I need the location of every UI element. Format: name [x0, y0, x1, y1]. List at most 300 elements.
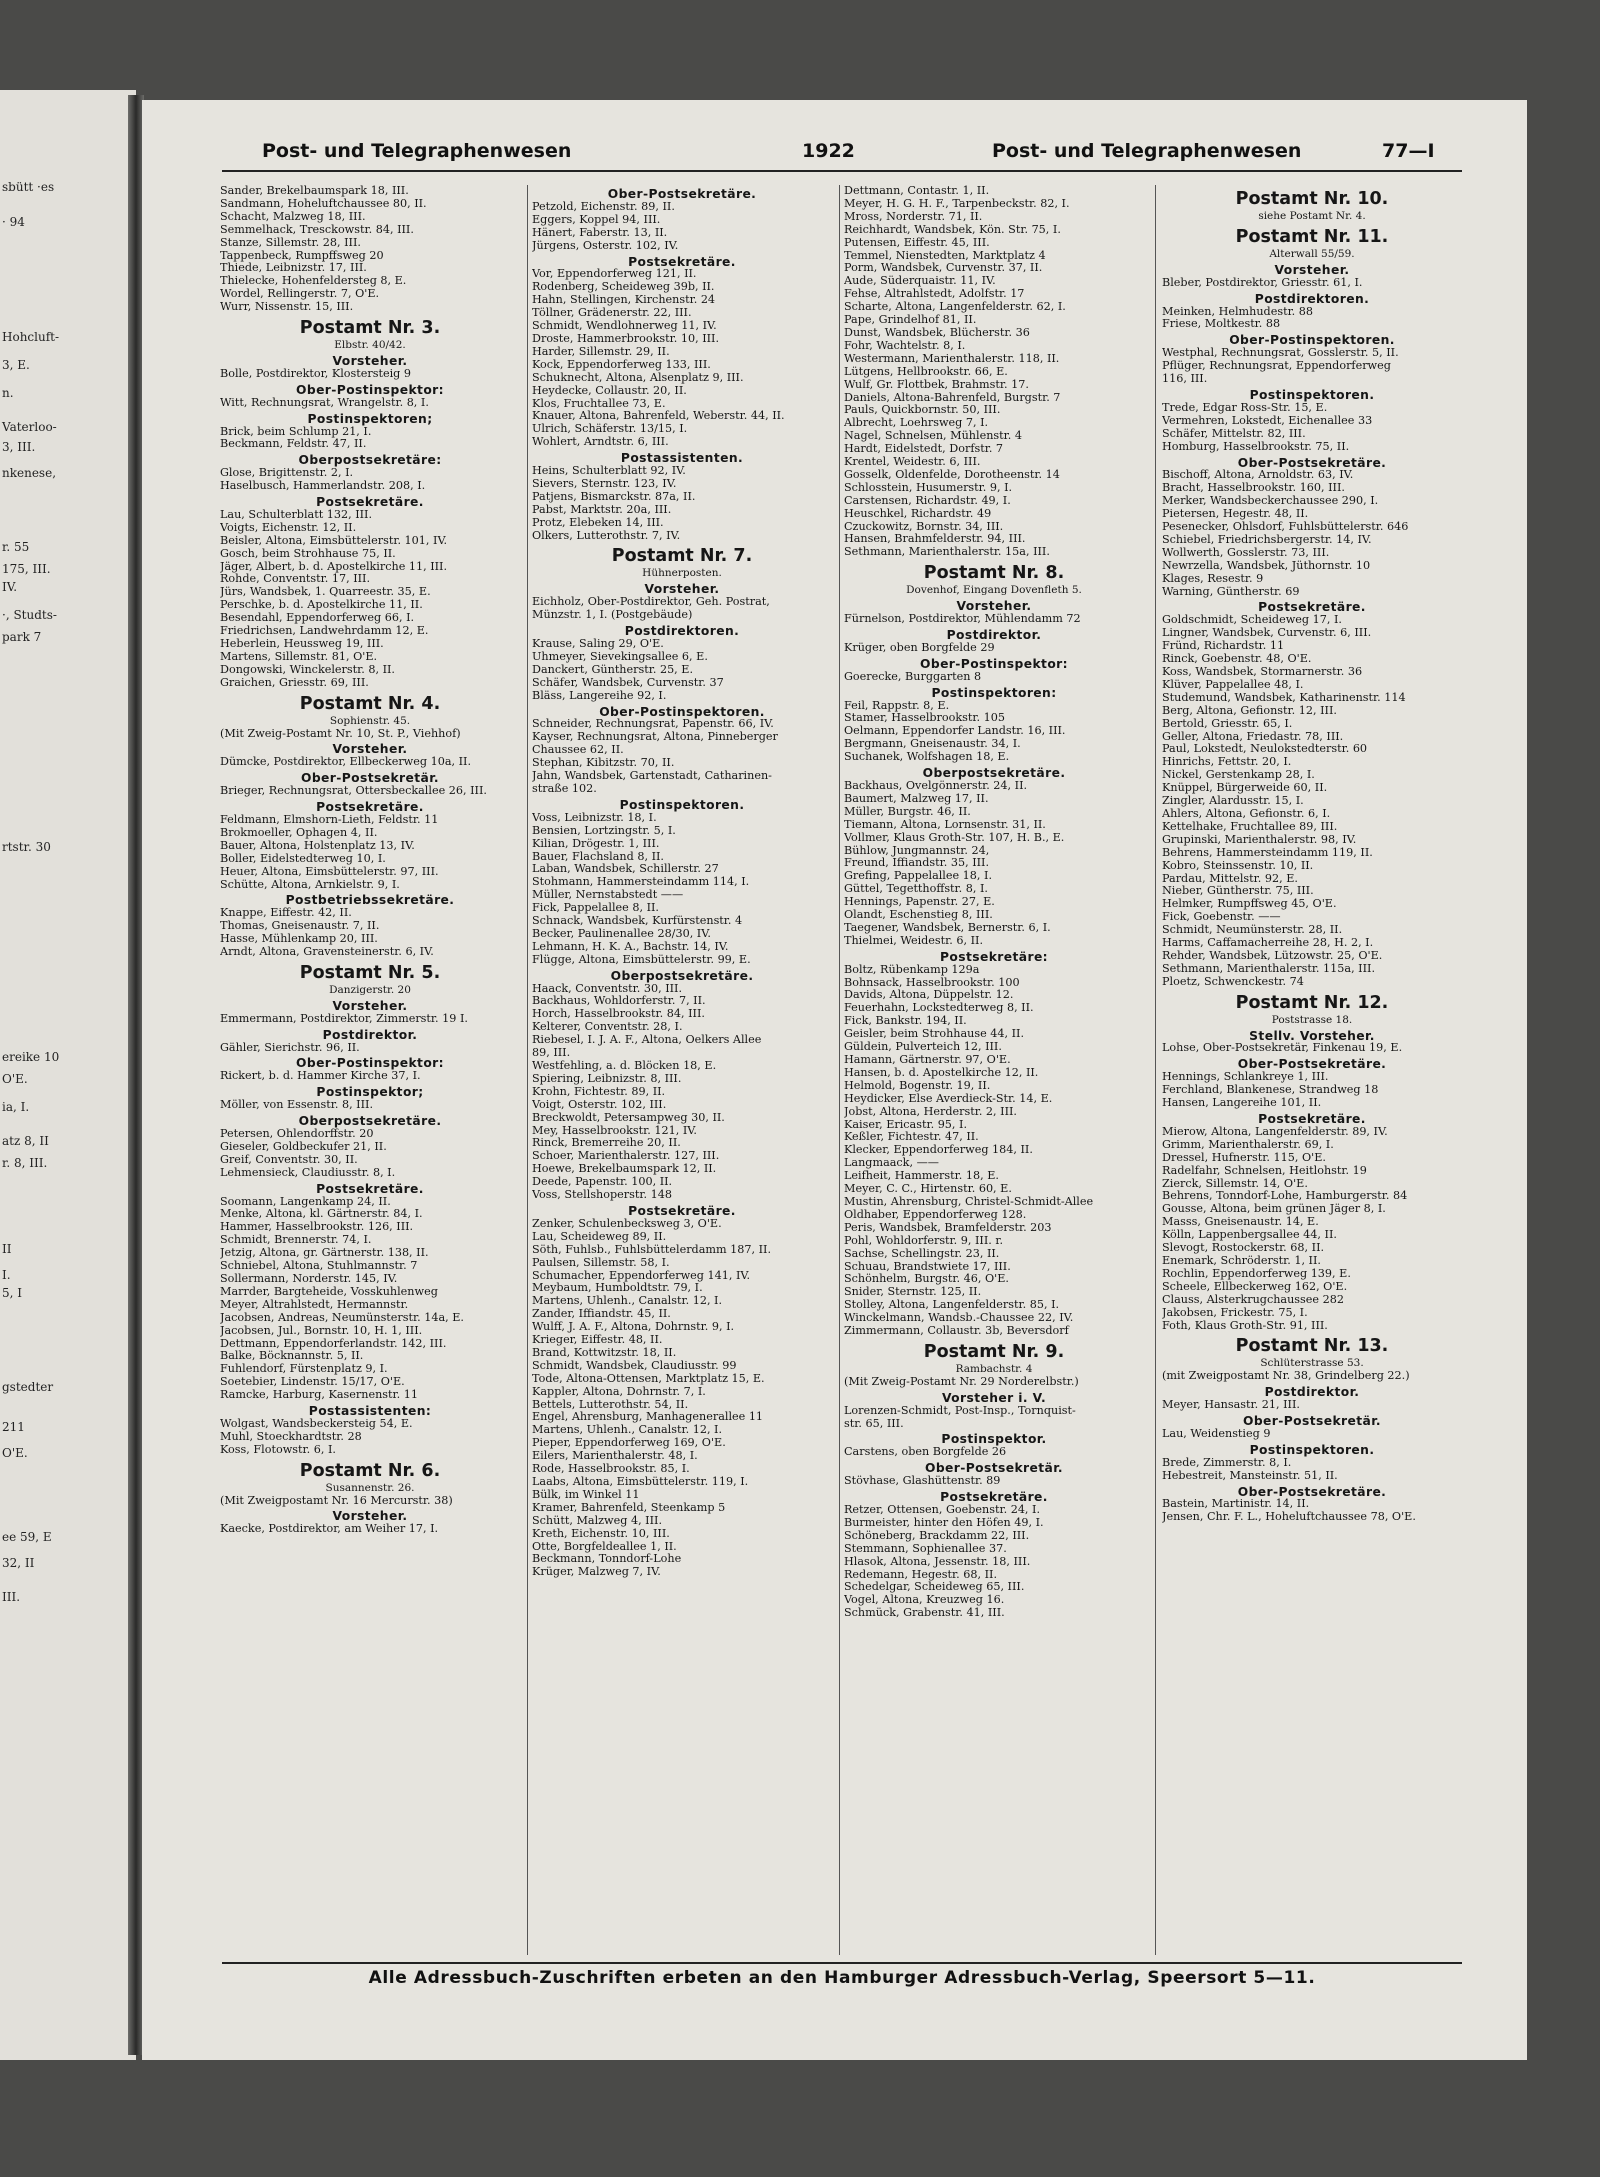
- entry-line: Schmidt, Neumünsterstr. 28, II.: [1162, 924, 1343, 937]
- entry-line: Grimm, Marienthalerstr. 69, I.: [1162, 1138, 1334, 1151]
- entry-line: Eichholz, Ober-Postdirektor, Geh. Postrat,: [532, 596, 770, 609]
- entry-line: Lau, Scheideweg 89, II.: [532, 1230, 667, 1243]
- entry-line: Kilian, Drögestr. 1, III.: [532, 837, 660, 850]
- entry-line: Schmück, Grabenstr. 41, III.: [844, 1607, 1005, 1620]
- entry-line: Ölkers, Lutterothstr. 7, IV.: [532, 529, 681, 542]
- entry-line: Voigts, Eichenstr. 12, II.: [220, 521, 357, 534]
- entry-line: Haselbusch, Hammerlandstr. 208, I.: [220, 480, 426, 493]
- section-heading: Postinspektoren.: [619, 797, 745, 812]
- entry-line: Jetzig, Altona, gr. Gärtnerstr. 138, II.: [220, 1247, 429, 1260]
- entry-line: Rinck, Goebenstr. 48, O'E.: [1162, 653, 1312, 666]
- entry-line: Voigt, Osterstr. 102, III.: [532, 1098, 667, 1111]
- section-heading: Postinspektor.: [941, 1432, 1047, 1447]
- column-3: [844, 185, 1144, 1965]
- left-page-text-fragment: O'E.: [2, 1446, 28, 1460]
- left-page-text-fragment: ereike 10: [2, 1050, 60, 1064]
- entry-line: Jacobsen, Jul., Bornstr. 10, H. 1, III.: [220, 1324, 423, 1337]
- section-heading: Ober-Postsekretäre.: [1237, 455, 1387, 470]
- entry-line: Lehmensieck, Claudiusstr. 8, I.: [220, 1166, 396, 1179]
- entry-line: Kaecke, Postdirektor, am Weiher 17, I.: [220, 1523, 439, 1536]
- section-heading: Ober-Postsekretär.: [300, 771, 440, 786]
- entry-line: Petzold, Eichenstr. 89, II.: [532, 200, 675, 213]
- entry-line: Knappe, Eiffestr. 42, II.: [220, 907, 352, 920]
- entry-line: Hansen, Langereihe 101, II.: [1162, 1097, 1322, 1110]
- section-heading: Ober-Postsekretäre.: [1237, 1484, 1387, 1499]
- entry-line: Boller, Eidelstedterweg 10, I.: [220, 852, 386, 865]
- entry-line: Backhaus, Övelgönnerstr. 24, II.: [844, 779, 1028, 792]
- entry-line: Pauls, Quickbornstr. 50, III.: [844, 404, 1001, 417]
- entry-line: Pohl, Wohldorferstr. 9, III. r.: [844, 1234, 1004, 1247]
- entry-line: Bühlow, Jungmannstr. 24,: [844, 844, 990, 857]
- entry-line: Schumacher, Eppendorferweg 141, IV.: [532, 1269, 751, 1282]
- entry-line: Arndt, Altona, Gravensteinerstr. 6, IV.: [220, 946, 434, 959]
- entry-line: Bläss, Langereihe 92, I.: [532, 689, 667, 702]
- entry-line: Ramcke, Harburg, Kasernenstr. 11: [220, 1389, 418, 1402]
- left-page-text-fragment: · 94: [2, 215, 25, 229]
- entry-line: Fuhlendorf, Fürstenplatz 9, I.: [220, 1363, 388, 1376]
- directory-page: [142, 100, 1527, 2060]
- entry-line: Beckmann, Tonndorf-Lohe: [532, 1553, 682, 1566]
- entry-line: Pabst, Marktstr. 20a, III.: [532, 503, 672, 516]
- entry-line: Sievers, Sternstr. 123, IV.: [532, 477, 677, 490]
- entry-line: Dettmann, Eppendorferlandstr. 142, III.: [220, 1337, 447, 1350]
- entry-line: Sandmann, Hoheluftchaussee 80, II.: [220, 197, 427, 210]
- entry-line: Laban, Wandsbek, Schillerstr. 27: [532, 863, 719, 876]
- entry-line: Masss, Gneisenaustr. 14, E.: [1162, 1216, 1319, 1229]
- entry-line: Marrder, Bargteheide, Vosskuhlenweg: [220, 1285, 438, 1298]
- entry-line: Meyer, C. C., Hirtenstr. 60, E.: [844, 1183, 1012, 1196]
- entry-line: Schönhelm, Burgstr. 46, O'E.: [844, 1273, 1009, 1286]
- entry-line: Geisler, beim Strohhause 44, II.: [844, 1028, 1025, 1041]
- entry-line: Temmel, Nienstedten, Marktplatz 4: [844, 249, 1046, 262]
- left-page-text-fragment: 175, III.: [2, 562, 51, 576]
- entry-line: Vogel, Altona, Kreuzweg 16.: [844, 1594, 1005, 1607]
- entry-line: Heuschkel, Richardstr. 49: [844, 507, 992, 520]
- footer-notice: Alle Adressbuch-Zuschriften erbeten an den Hamburger Adressbuch-Verlag, Speersort 5—11.: [368, 1968, 1316, 1988]
- entry-line: Menke, Altona, kl. Gärtnerstr. 84, I.: [220, 1208, 423, 1221]
- entry-line: Güttel, Tegetthoffstr. 8, I.: [844, 883, 988, 896]
- entry-line: Freund, Iffiandstr. 35, III.: [844, 857, 990, 870]
- entry-line: Söth, Fuhlsb., Fuhlsbüttelerdamm 187, II.: [532, 1243, 772, 1256]
- entry-line: Breckwoldt, Petersampweg 30, II.: [532, 1111, 725, 1124]
- entry-line: Lingner, Wandsbek, Curvenstr. 6, III.: [1162, 627, 1372, 640]
- section-heading: Vorsteher.: [644, 582, 720, 597]
- entry-line: Schoer, Marienthalerstr. 127, III.: [532, 1150, 720, 1163]
- entry-line: Homburg, Hasselbrookstr. 75, II.: [1162, 440, 1350, 453]
- section-heading: Postinspektor;: [316, 1085, 424, 1100]
- entry-line: Hasse, Mühlenkamp 20, III.: [220, 933, 378, 946]
- entry-line: Fick, Goebenstr. ——: [1162, 911, 1281, 924]
- entry-line: Hebestreit, Mansteinstr. 51, II.: [1162, 1469, 1338, 1482]
- section-heading: Postinspektoren.: [1249, 1442, 1375, 1457]
- entry-line: Fründ, Richardstr. 11: [1162, 640, 1285, 653]
- entry-line: Hänert, Faberstr. 13, II.: [532, 226, 668, 239]
- entry-line: Westphal, Rechnungsrat, Gosslerstr. 5, II.: [1162, 347, 1399, 360]
- section-heading: Postsekretäre.: [316, 800, 424, 815]
- entry-line: Newrzella, Wandsbek, Jüthornstr. 10: [1162, 559, 1371, 572]
- entry-line: Grupinski, Marienthalerstr. 98, IV.: [1162, 833, 1357, 846]
- entry-line: Martens, Uhlenh., Canalstr. 12, I.: [532, 1424, 723, 1437]
- entry-line: Sethmann, Marienthalerstr. 115a, III.: [1162, 962, 1375, 975]
- entry-line: Taegener, Wandsbek, Bernerstr. 6, I.: [844, 921, 1051, 934]
- entry-line: Schedelgar, Scheideweg 65, III.: [844, 1581, 1025, 1594]
- section-heading: Ober-Postinspektoren.: [1229, 333, 1395, 348]
- entry-line: Heydecke, Collaustr. 20, II.: [532, 384, 687, 397]
- entry-line: Danckert, Güntherstr. 25, E.: [532, 663, 694, 676]
- left-page-text-fragment: r. 55: [2, 540, 30, 554]
- entry-line: Hennings, Schlankreye 1, III.: [1162, 1071, 1329, 1084]
- left-page-text-fragment: ee 59, E: [2, 1530, 52, 1544]
- entry-line: Porm, Wandsbek, Curvenstr. 37, II.: [844, 262, 1043, 275]
- entry-line: Tiemann, Altona, Lornsenstr. 31, II.: [844, 818, 1046, 831]
- entry-line: Schnack, Wandsbek, Kurfürstenstr. 4: [532, 915, 743, 928]
- section-heading: Postinspektoren:: [931, 685, 1057, 700]
- entry-line: Thiede, Leibnizstr. 17, III.: [220, 262, 367, 275]
- entry-line: Beisler, Altona, Eimsbüttelerstr. 101, IV.: [220, 534, 448, 547]
- entry-line: Tappenbeck, Rumpffsweg 20: [220, 249, 384, 262]
- entry-line: Schütt, Malzweg 4, III.: [532, 1514, 663, 1527]
- entry-line: Koss, Flotowstr. 6, I.: [220, 1443, 336, 1456]
- entry-line: Feuerhahn, Lockstedterweg 8, II.: [844, 1002, 1034, 1015]
- section-heading: Postdirektor.: [946, 628, 1042, 642]
- entry-line: Güldein, Pulverteich 12, III.: [844, 1041, 1002, 1054]
- entry-line: Leifheit, Hammerstr. 18, E.: [844, 1170, 999, 1183]
- entry-line: Meyer, Altrahlstedt, Hermannstr.: [220, 1298, 409, 1311]
- entry-line: Ulrich, Schäferstr. 13/15, I.: [532, 423, 688, 436]
- entry-line: Lorenzen-Schmidt, Post-Insp., Tornquist-: [844, 1404, 1076, 1417]
- postamt-address: Rambachstr. 4: [955, 1362, 1033, 1375]
- entry-line: Rinck, Bremerreihe 20, II.: [532, 1137, 681, 1150]
- left-page-text-fragment: 5, I: [2, 1286, 23, 1300]
- section-heading: Postinspektoren;: [307, 411, 433, 426]
- entry-line: Heins, Schulterblatt 92, IV.: [532, 465, 686, 478]
- entry-line: Dressel, Hufnerstr. 115, O'E.: [1162, 1151, 1326, 1164]
- postamt-address: Dovenhof, Eingang Dovenfleth 5.: [906, 584, 1082, 597]
- entry-line: Czuckowitz, Bornstr. 34, III.: [844, 520, 1004, 533]
- footer-rule: [222, 1962, 1462, 1964]
- section-heading: Vorsteher.: [1274, 262, 1350, 277]
- entry-line: Albrecht, Loehrsweg 7, I.: [844, 417, 989, 430]
- entry-line: Clauss, Alsterkrugchaussee 282: [1162, 1293, 1344, 1306]
- postamt-heading: Postamt Nr. 11.: [1235, 226, 1389, 247]
- entry-line: Peris, Wandsbek, Bramfelderstr. 203: [844, 1221, 1052, 1234]
- entry-line: Backhaus, Wohldorferstr. 7, II.: [532, 995, 706, 1008]
- entry-line: Meyer, Hansastr. 21, III.: [1162, 1399, 1300, 1412]
- entry-line: Becker, Paulinenallee 28/30, IV.: [532, 927, 711, 940]
- entry-line: Helmker, Rumpffsweg 45, O'E.: [1162, 898, 1337, 911]
- entry-line: Soomann, Langenkamp 24, II.: [220, 1195, 391, 1208]
- postamt-address: Poststrasse 18.: [1271, 1013, 1353, 1026]
- entry-line: Knauer, Altona, Bahrenfeld, Weberstr. 44, II.: [532, 410, 785, 423]
- entry-line: Brokmoeller, Ophagen 4, II.: [220, 826, 378, 839]
- entry-line: Nickel, Gerstenkamp 28, I.: [1162, 769, 1315, 782]
- entry-line: Carstens, oben Borgfelde 26: [844, 1446, 1007, 1459]
- entry-line: Paul, Lokstedt, Neulokstedterstr. 60: [1162, 743, 1368, 756]
- entry-line: Bolle, Postdirektor, Klostersteig 9: [220, 367, 411, 380]
- entry-line: Bracht, Hasselbrookstr. 160, III.: [1162, 482, 1345, 495]
- entry-line: str. 65, III.: [844, 1417, 904, 1430]
- entry-line: Eilers, Marienthalerstr. 48, I.: [532, 1450, 698, 1463]
- left-page-text-fragment: ·, Studts-: [2, 608, 57, 622]
- entry-line: Hennings, Papenstr. 27, E.: [844, 896, 995, 909]
- entry-line: Oelmann, Eppendorfer Landstr. 16, III.: [844, 725, 1066, 738]
- entry-line: Flügge, Altona, Eimsbüttelerstr. 99, E.: [532, 953, 751, 966]
- entry-line: Dettmann, Contastr. 1, II.: [844, 185, 990, 197]
- entry-line: Hahn, Stellingen, Kirchenstr. 24: [532, 294, 716, 307]
- entry-line: Stanze, Sillemstr. 28, III.: [220, 236, 361, 249]
- entry-line: Stövhase, Glashüttenstr. 89: [844, 1475, 1001, 1488]
- entry-line: Heuer, Altona, Eimsbüttelerstr. 97, III.: [220, 865, 439, 878]
- entry-line: Zingler, Alardusstr. 15, I.: [1162, 795, 1304, 808]
- entry-line: Mierow, Altona, Langenfelderstr. 89, IV.: [1162, 1125, 1388, 1138]
- entry-line: Goerecke, Burggarten 8: [844, 670, 982, 683]
- entry-line: Aude, Süderquaistr. 11, IV.: [844, 275, 996, 288]
- entry-line: Lehmann, H. K. A., Bachstr. 14, IV.: [532, 940, 729, 953]
- entry-line: Nagel, Schnelsen, Mühlenstr. 4: [844, 430, 1023, 443]
- entry-line: Bleber, Postdirektor, Griesstr. 61, I.: [1162, 276, 1363, 289]
- column-divider: [1155, 185, 1156, 1955]
- left-page-text-fragment: 32, II: [2, 1556, 35, 1570]
- entry-line: Bauer, Altona, Holstenplatz 13, IV.: [220, 839, 415, 852]
- column-divider: [839, 185, 840, 1955]
- header-year: 1922: [802, 140, 855, 162]
- entry-line: Pardau, Mittelstr. 92, E.: [1162, 872, 1298, 885]
- entry-line: Schacht, Malzweg 18, III.: [220, 210, 366, 223]
- entry-line: Zenker, Schulenbecksweg 3, O'E.: [532, 1217, 722, 1230]
- entry-line: Dunst, Wandsbek, Blücherstr. 36: [844, 326, 1030, 339]
- section-heading: Postsekretäre.: [316, 1181, 424, 1196]
- section-heading: Postdirektor.: [322, 1027, 418, 1042]
- entry-line: Bohnsack, Hasselbrookstr. 100: [844, 976, 1020, 989]
- entry-line: straße 102.: [532, 782, 597, 795]
- entry-line: Töllner, Grädenerstr. 22, III.: [532, 307, 692, 320]
- left-page-text-fragment: n.: [2, 386, 14, 400]
- entry-line: Scheele, Ellbeckerweg 162, O'E.: [1162, 1280, 1348, 1293]
- entry-line: Ahlers, Altona, Gefionstr. 6, I.: [1162, 807, 1331, 820]
- section-heading: Postassistenten.: [620, 451, 744, 466]
- postamt-address: Schlüterstrasse 53.: [1260, 1357, 1364, 1370]
- postamt-heading: Postamt Nr. 8.: [923, 563, 1065, 584]
- entry-line: Soetebier, Lindenstr. 15/17, O'E.: [220, 1376, 405, 1389]
- section-heading: Postassistenten:: [308, 1404, 432, 1419]
- postamt-address: Danzigerstr. 20: [329, 983, 411, 996]
- entry-line: Wulf, Gr. Flottbek, Brahmstr. 17.: [844, 378, 1029, 391]
- entry-line: Protz, Elebeken 14, III.: [532, 516, 664, 529]
- left-page-text-fragment: gstedter: [2, 1380, 54, 1394]
- entry-line: Thielecke, Hohenfeldersteg 8, E.: [220, 275, 407, 288]
- entry-line: Trede, Edgar Ross-Str. 15, E.: [1162, 401, 1328, 414]
- page-number: 77—I: [1382, 140, 1435, 162]
- entry-line: Bettels, Lutterothstr. 54, II.: [532, 1398, 689, 1411]
- entry-line: Behrens, Hammersteindamm 119, II.: [1162, 846, 1373, 859]
- left-page-text-fragment: nkenese,: [2, 466, 57, 480]
- postamt-heading: Postamt Nr. 7.: [611, 546, 753, 567]
- entry-line: Patjens, Bismarckstr. 87a, II.: [532, 490, 696, 503]
- entry-line: Meyer, H. G. H. F., Tarpenbeckstr. 82, I.: [844, 197, 1070, 210]
- left-page-text-fragment: 3, III.: [2, 440, 36, 454]
- entry-line: Schütte, Altona, Arnkielstr. 9, I.: [220, 878, 400, 891]
- entry-line: Fürnelson, Postdirektor, Mühlendamm 72: [844, 613, 1081, 626]
- entry-line: Kölln, Lappenbergsallee 44, II.: [1162, 1229, 1337, 1242]
- entry-line: Bastein, Martinistr. 14, II.: [1162, 1498, 1310, 1511]
- entry-line: Schäfer, Wandsbek, Curvenstr. 37: [532, 676, 724, 689]
- entry-line: Zander, Iffiandstr. 45, II.: [532, 1308, 671, 1321]
- entry-line: Horch, Hasselbrookstr. 84, III.: [532, 1008, 705, 1021]
- entry-line: Schöneberg, Brackdamm 22, III.: [844, 1529, 1030, 1542]
- entry-line: Reichhardt, Wandsbek, Kön. Str. 75, I.: [844, 223, 1061, 236]
- entry-line: Pieper, Eppendorferweg 169, O'E.: [532, 1437, 726, 1450]
- entry-line: Snider, Sternstr. 125, II.: [844, 1286, 982, 1299]
- entry-line: Hlasok, Altona, Jessenstr. 18, III.: [844, 1555, 1031, 1568]
- entry-line: 116, III.: [1162, 373, 1208, 386]
- entry-line: Mustin, Ahrensburg, Christel-Schmidt-Allee: [844, 1195, 1094, 1208]
- section-heading: Oberpostsekretäre:: [298, 453, 442, 468]
- entry-line: Olandt, Eschenstieg 8, III.: [844, 909, 993, 922]
- section-heading: Postsekretäre:: [940, 949, 1048, 964]
- entry-line: Gosch, beim Strohhause 75, II.: [220, 547, 396, 560]
- entry-line: Münzstr. 1, I. (Postgebäude): [532, 609, 693, 622]
- entry-line: Harms, Caffamacherreihe 28, H. 2, I.: [1162, 937, 1374, 950]
- entry-line: Kappler, Altona, Dohrnstr. 7, I.: [532, 1385, 706, 1398]
- entry-line: Brieger, Rechnungsrat, Ottersbeckallee 26, III.: [220, 785, 487, 798]
- entry-line: (Mit Zweig-Postamt Nr. 10, St. P., Viehhof): [220, 727, 461, 740]
- entry-line: Scharte, Altona, Langenfelderstr. 62, I.: [844, 301, 1066, 314]
- entry-line: Kock, Eppendorferweg 133, III.: [532, 358, 711, 371]
- entry-line: Kelterer, Conventstr. 28, I.: [532, 1021, 683, 1034]
- entry-line: Pflüger, Rechnungsrat, Eppendorferweg: [1162, 360, 1391, 373]
- section-heading: Postdirektor.: [1264, 1385, 1360, 1400]
- entry-line: Burmeister, hinter den Höfen 49, I.: [844, 1516, 1044, 1529]
- section-heading: Postsekretäre.: [316, 495, 424, 510]
- entry-line: Krentel, Weidestr. 6, III.: [844, 456, 981, 469]
- section-heading: Postinspektoren.: [1249, 387, 1375, 402]
- section-heading: Postsekretäre.: [1258, 1112, 1366, 1126]
- left-page-text-fragment: Vaterloo-: [2, 420, 57, 434]
- entry-line: Kaiser, Ericastr. 95, I.: [844, 1118, 968, 1131]
- entry-line: Martens, Uhlenh., Canalstr. 12, I.: [532, 1295, 723, 1308]
- entry-line: Vollmer, Klaus Groth-Str. 107, H. B., E.: [844, 831, 1065, 844]
- left-page-text-fragment: I.: [2, 1268, 11, 1282]
- entry-line: Gousse, Altona, beim grünen Jäger 8, I.: [1162, 1203, 1386, 1216]
- section-heading: Stellv. Vorsteher.: [1249, 1028, 1375, 1043]
- entry-line: Harder, Sillemstr. 29, II.: [532, 345, 670, 358]
- entry-line: Friese, Moltkestr. 88: [1162, 318, 1281, 331]
- column-4: [1162, 185, 1462, 1965]
- entry-line: Mross, Norderstr. 71, II.: [844, 210, 983, 223]
- section-heading: Ober-Postsekretär.: [924, 1461, 1064, 1476]
- entry-line: Schlosstein, Husumerstr. 9, I.: [844, 481, 1013, 494]
- column-2: [532, 185, 832, 1965]
- entry-line: Beckmann, Feldstr. 47, II.: [220, 438, 367, 451]
- postamt-heading: Postamt Nr. 5.: [299, 962, 441, 983]
- entry-line: Fohr, Wachtelstr. 8, I.: [844, 339, 966, 352]
- left-page-text-fragment: rtstr. 30: [2, 840, 51, 854]
- left-page-text-fragment: Hohcluft-: [2, 330, 60, 344]
- left-page-text-fragment: ia, I.: [2, 1100, 30, 1114]
- entry-line: Ferchland, Blankenese, Strandweg 18: [1162, 1084, 1379, 1097]
- entry-line: Foth, Klaus Groth-Str. 91, III.: [1162, 1319, 1328, 1332]
- entry-line: Brand, Kottwitzstr. 18, II.: [532, 1346, 677, 1359]
- entry-line: Glose, Brigittenstr. 2, I.: [220, 467, 354, 480]
- entry-line: Fehse, Altrahlstedt, Adolfstr. 17: [844, 288, 1025, 301]
- entry-line: Kayser, Rechnungsrat, Altona, Pinneberger: [532, 731, 778, 744]
- entry-line: Perschke, b. d. Apostelkirche 11, II.: [220, 599, 423, 612]
- entry-line: Suchanek, Wolfshagen 18, E.: [844, 751, 1010, 764]
- entry-line: Krüger, Malzweg 7, IV.: [532, 1566, 661, 1579]
- section-heading: Ober-Postinspektor:: [296, 382, 444, 397]
- entry-line: Engel, Ahrensburg, Manhagenerallee 11: [532, 1411, 764, 1424]
- entry-line: Bülk, im Winkel 11: [532, 1488, 640, 1501]
- entry-line: Jobst, Altona, Herderstr. 2, III.: [844, 1105, 1017, 1118]
- left-page-text-fragment: sbütt ·es: [2, 180, 55, 194]
- entry-line: Paulsen, Sillemstr. 58, I.: [532, 1256, 670, 1269]
- entry-line: Dongowski, Winckelerstr. 8, II.: [220, 663, 395, 676]
- entry-line: Tode, Altona-Ottensen, Marktplatz 15, E.: [532, 1372, 765, 1385]
- entry-line: Davids, Altona, Düppelstr. 12.: [844, 989, 1014, 1002]
- entry-line: Meybaum, Humboldtstr. 79, I.: [532, 1282, 703, 1295]
- entry-line: Keßler, Fichtestr. 47, II.: [844, 1131, 979, 1144]
- entry-line: Muhl, Stoeckhardtstr. 28: [220, 1430, 362, 1443]
- entry-line: Koss, Wandsbek, Stormarnerstr. 36: [1162, 666, 1363, 678]
- header-left-title: Post- und Telegraphenwesen: [262, 140, 572, 162]
- section-heading: Vorsteher.: [332, 353, 408, 368]
- entry-line: Jacobsen, Andreas, Neumünsterstr. 14a, E.: [220, 1311, 464, 1324]
- entry-line: Klos, Fruchtallee 73, E.: [532, 397, 666, 410]
- entry-line: Semmelhack, Tresckowstr. 84, III.: [220, 223, 414, 236]
- entry-line: Hansen, b. d. Apostelkirche 12, II.: [844, 1066, 1039, 1079]
- entry-line: Pesenecker, Ohlsdorf, Fuhlsbüttelerstr. 646: [1162, 521, 1409, 534]
- postamt-heading: Postamt Nr. 12.: [1235, 992, 1389, 1013]
- section-heading: Oberpostsekretäre.: [922, 766, 1066, 781]
- header-rule: [222, 170, 1462, 172]
- entry-line: Hinrichs, Fettstr. 20, I.: [1162, 756, 1292, 769]
- entry-line: Krüger, oben Borgfelde 29: [844, 641, 995, 654]
- entry-line: Langmaack, ——: [844, 1157, 939, 1170]
- entry-line: Goldschmidt, Scheideweg 17, I.: [1162, 614, 1342, 627]
- entry-line: Retzer, Ottensen, Goebenstr. 24, I.: [844, 1504, 1041, 1516]
- entry-line: Westfehling, a. d. Blöcken 18, E.: [532, 1060, 717, 1072]
- entry-line: Zimmermann, Collaustr. 3b, Beversdorf: [844, 1325, 1069, 1338]
- entry-line: Zierck, Sillemstr. 14, O'E.: [1162, 1177, 1308, 1190]
- section-heading: Vorsteher.: [332, 742, 408, 757]
- entry-line: Brick, beim Schlump 21, I.: [220, 425, 372, 438]
- entry-line: Schuknecht, Altona, Alsenplatz 9, III.: [532, 371, 744, 384]
- entry-line: Stemmann, Sophienallee 37.: [844, 1542, 1007, 1555]
- entry-line: Bertold, Griesstr. 65, I.: [1162, 717, 1293, 730]
- entry-line: Klages, Resestr. 9: [1162, 572, 1264, 585]
- section-heading: Postsekretäre.: [940, 1490, 1048, 1505]
- section-heading: Postsekretäre.: [1258, 600, 1366, 615]
- section-heading: Vorsteher.: [332, 998, 408, 1013]
- entry-line: Schmidt, Wandsbek, Claudiusstr. 99: [532, 1359, 737, 1372]
- entry-line: Droste, Hammerbrookstr. 10, III.: [532, 332, 720, 345]
- entry-line: Wolgast, Wandsbeckersteig 54, E.: [220, 1417, 413, 1430]
- entry-line: Vermehren, Lokstedt, Eichenallee 33: [1162, 414, 1373, 427]
- entry-line: Daniels, Altona-Bahrenfeld, Burgstr. 7: [844, 391, 1061, 404]
- entry-line: Voss, Stellshoperstr. 148: [532, 1189, 672, 1202]
- entry-line: Jäger, Albert, b. d. Apostelkirche 11, III.: [220, 560, 448, 573]
- entry-line: Geller, Altona, Friedastr. 78, III.: [1162, 730, 1344, 743]
- entry-line: Rickert, b. d. Hammer Kirche 37, I.: [220, 1070, 421, 1083]
- entry-line: Heberlein, Heussweg 19, III.: [220, 638, 384, 650]
- entry-line: Schuau, Brandstwiete 17, III.: [844, 1260, 1011, 1273]
- entry-line: Stamer, Hasselbrookstr. 105: [844, 712, 1005, 725]
- entry-line: Stohmann, Hammersteindamm 114, I.: [532, 876, 750, 889]
- entry-line: Schiebel, Friedrichsbergerstr. 14, IV.: [1162, 533, 1372, 546]
- entry-line: Krause, Saling 29, O'E.: [532, 638, 664, 650]
- entry-line: Klecker, Eppendorferweg 184, II.: [844, 1144, 1033, 1157]
- entry-line: Bauer, Flachsland 8, II.: [532, 850, 664, 863]
